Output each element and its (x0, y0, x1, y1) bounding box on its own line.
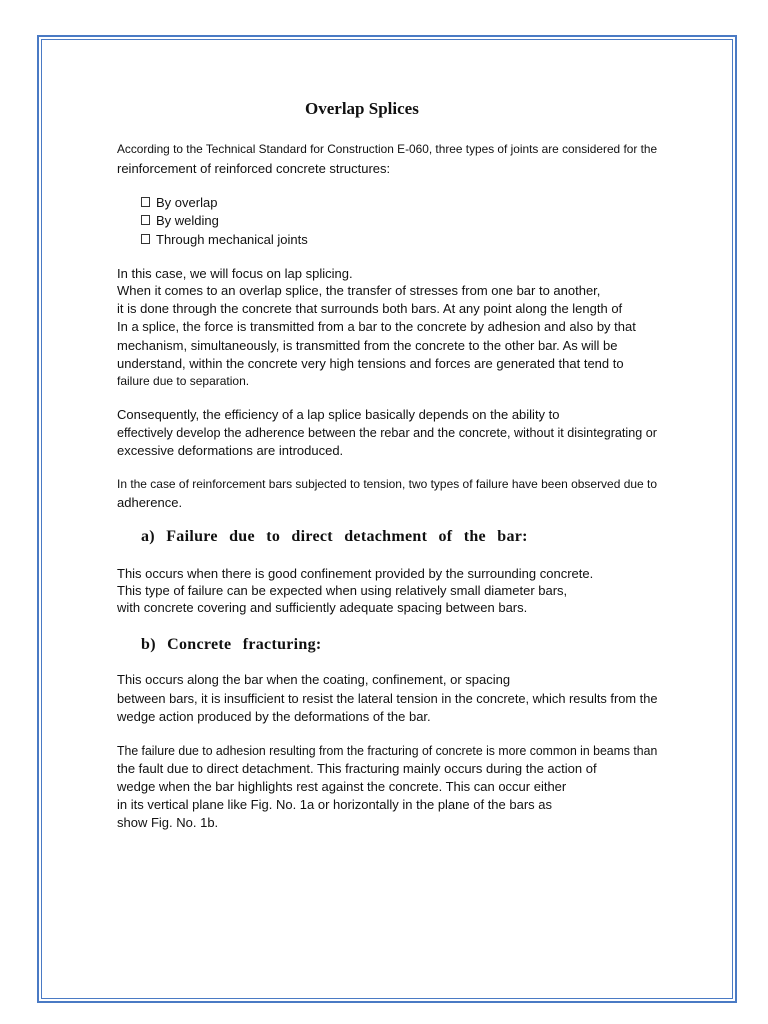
paragraph-line: In a splice, the force is transmitted from a bar to the concrete by adhesion and also by that (117, 319, 636, 334)
paragraph-line: This occurs along the bar when the coating, confinement, or spacing (117, 672, 511, 687)
paragraph-line: The failure due to adhesion resulting from the fracturing of concrete is more common in beams than (117, 743, 658, 758)
page-border (37, 35, 737, 1003)
paragraph-line: mechanism, simultaneously, is transmitted from the concrete to the other bar. As will be (117, 338, 618, 353)
checkbox-icon (141, 234, 150, 244)
document-title: Overlap Splices (305, 99, 419, 118)
paragraph-line: When it comes to an overlap splice, the transfer of stresses from one bar to another, (117, 283, 601, 298)
paragraph-line: between bars, it is insufficient to resist the lateral tension in the concrete, which results from the (117, 691, 658, 706)
section-heading-a: a) Failure due to direct detachment of the bar: (141, 528, 528, 545)
checkbox-icon (141, 215, 150, 225)
paragraph-line: adherence. (117, 495, 183, 510)
paragraph-line: This type of failure can be expected when using relatively small diameter bars, (117, 583, 568, 598)
paragraph-line: excessive deformations are introduced. (117, 443, 344, 458)
paragraph-line: with concrete covering and sufficiently adequate spacing between bars. (117, 600, 528, 615)
paragraph-line: in its vertical plane like Fig. No. 1a or horizontally in the plane of the bars as (117, 797, 553, 812)
paragraph-line: In this case, we will focus on lap splicing. (117, 266, 353, 281)
paragraph-line: Consequently, the efficiency of a lap splice basically depends on the ability to (117, 407, 560, 422)
checkbox-icon (141, 197, 150, 207)
paragraph-line: This occurs when there is good confinement provided by the surrounding concrete. (117, 566, 594, 581)
paragraph-line: effectively develop the adherence between the rebar and the concrete, without it disintegrating or (117, 425, 657, 440)
paragraph-line: In the case of reinforcement bars subjected to tension, two types of failure have been observed due to (117, 477, 657, 491)
paragraph-line: it is done through the concrete that surrounds both bars. At any point along the length of (117, 301, 623, 316)
intro-line: According to the Technical Standard for Construction E-060, three types of joints are considered for the (117, 142, 658, 156)
list-item-overlap: By overlap (141, 195, 217, 210)
paragraph-line: show Fig. No. 1b. (117, 815, 219, 830)
intro-line: reinforcement of reinforced concrete structures: (117, 161, 391, 176)
paragraph-line: wedge when the bar highlights rest against the concrete. This can occur either (117, 779, 567, 794)
list-item-mechanical: Through mechanical joints (141, 232, 308, 247)
paragraph-line: wedge action produced by the deformations of the bar. (117, 709, 431, 724)
paragraph-line: failure due to separation. (117, 374, 250, 388)
section-heading-b: b) Concrete fracturing: (141, 636, 322, 653)
list-item-welding: By welding (141, 213, 219, 228)
paragraph-line: understand, within the concrete very high tensions and forces are generated that tend to (117, 356, 624, 371)
paragraph-line: the fault due to direct detachment. This fracturing mainly occurs during the action of (117, 761, 597, 776)
